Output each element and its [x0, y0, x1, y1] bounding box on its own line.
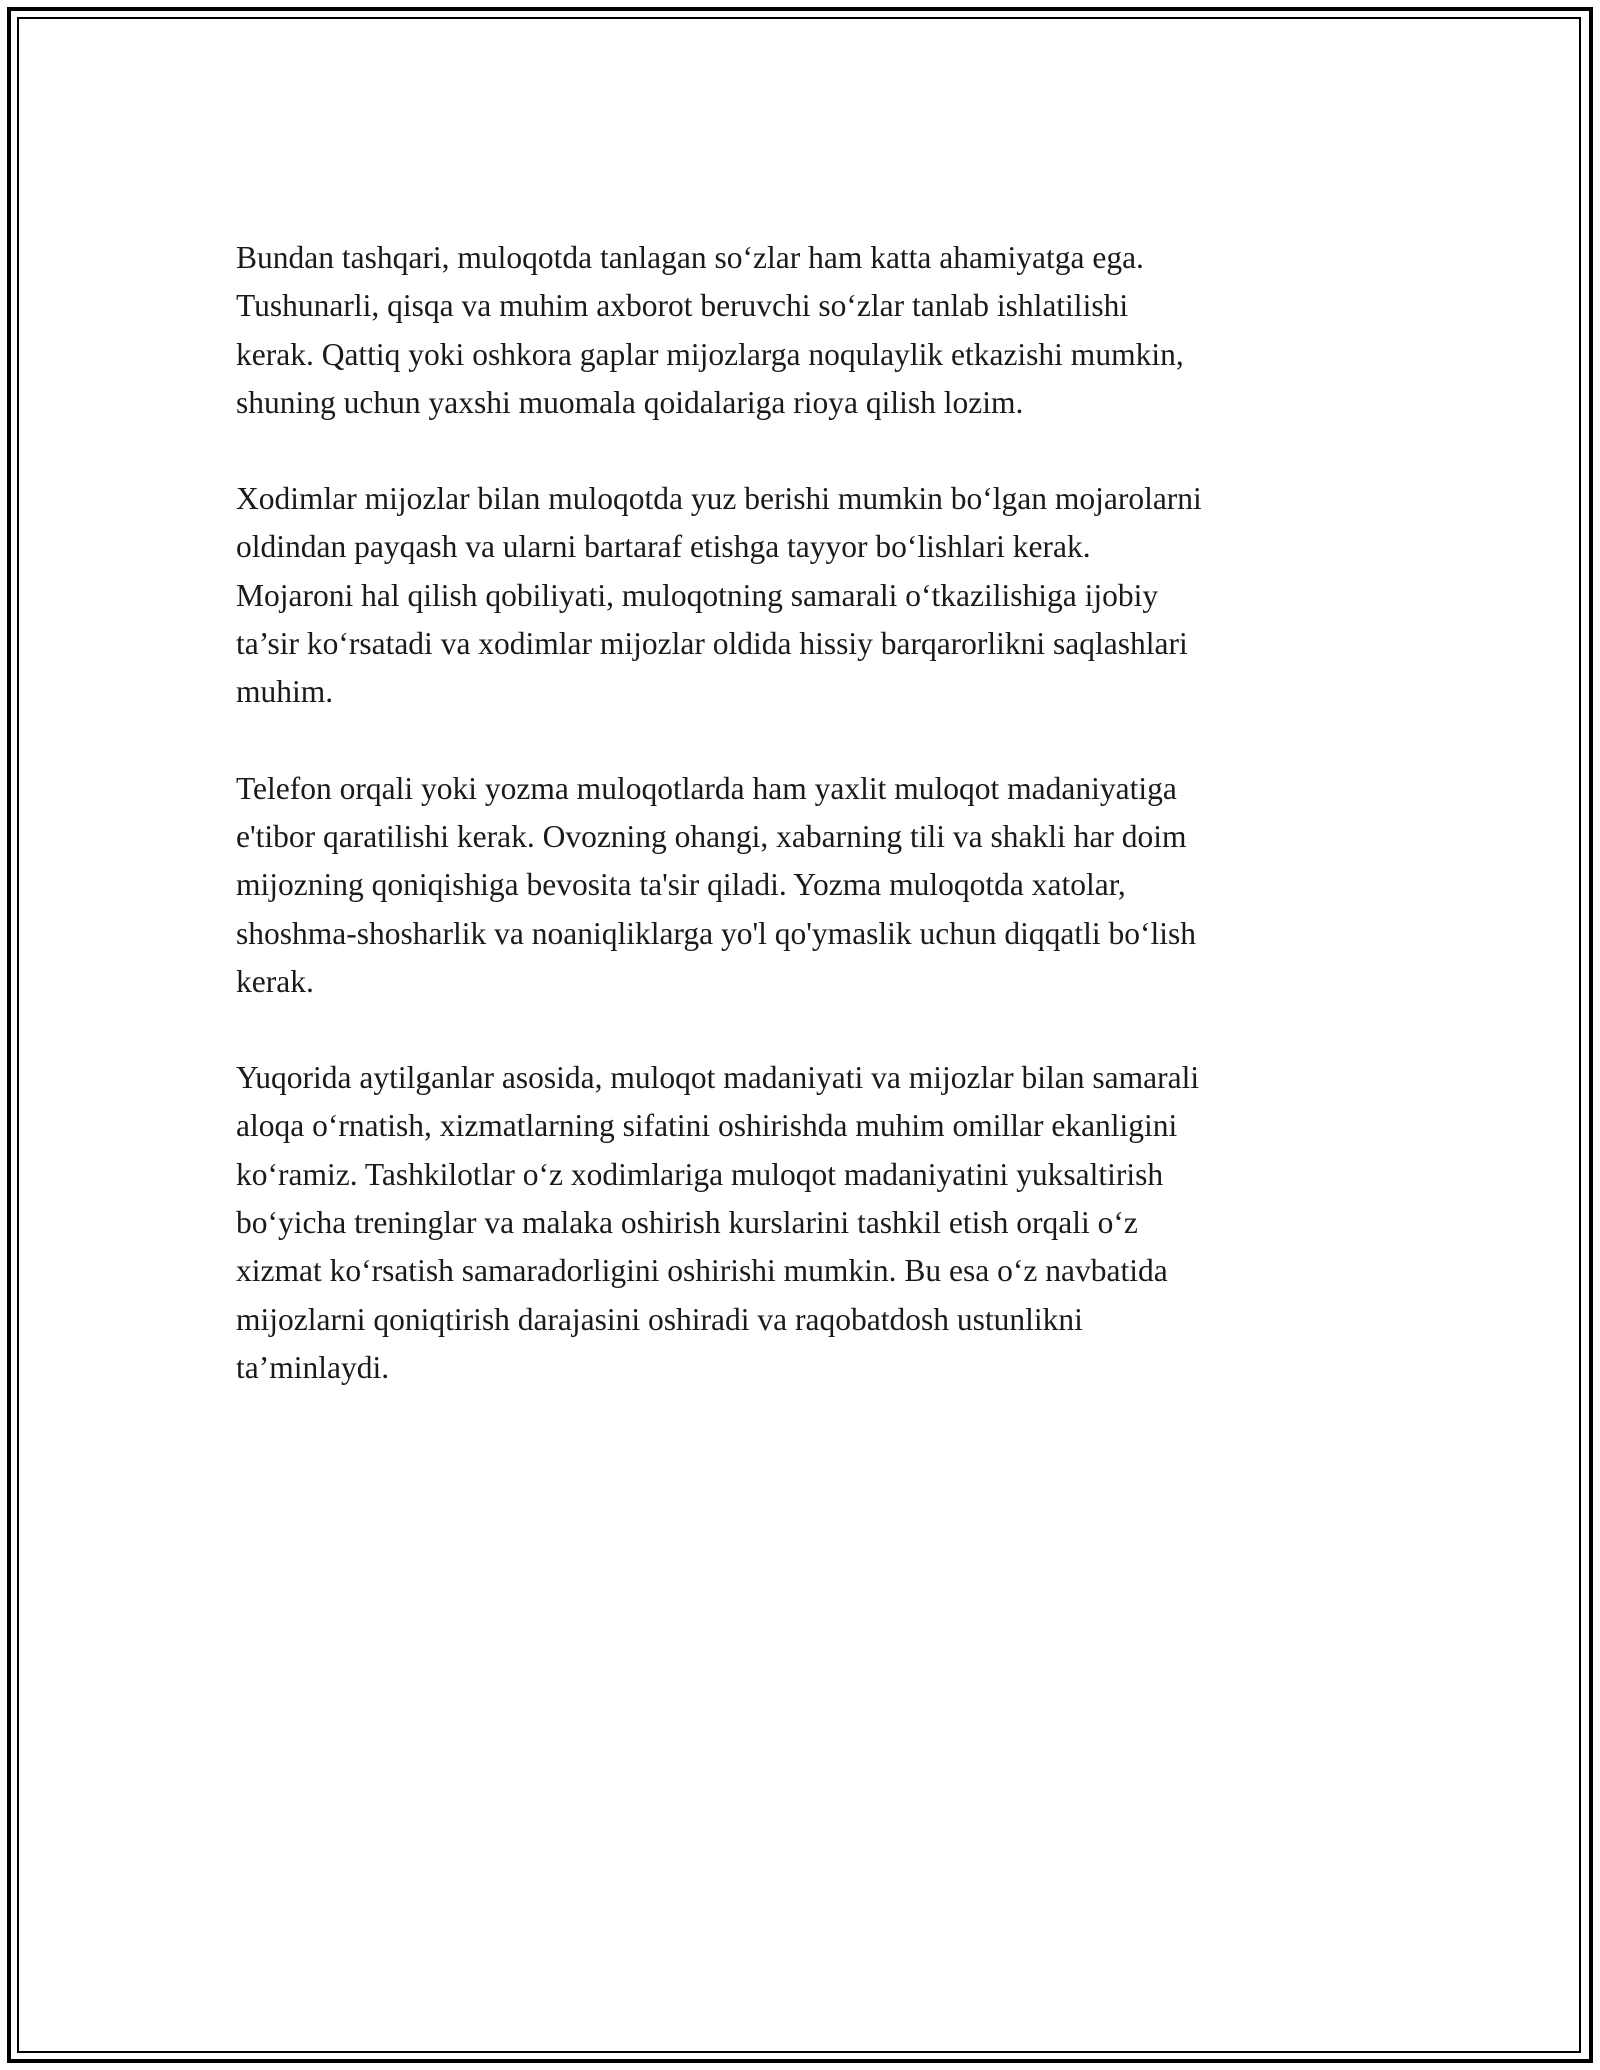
paragraph-4: Yuqorida aytilganlar asosida, muloqot madaniyati va mijozlar bilan samarali aloqa o‘rnatish, xizmatlarning sifatini oshirishda muhim omillar ekanligini ko‘ramiz. Tashkilotlar o‘z xodimlariga muloqot madaniyatini yuksaltirish bo‘yicha treninglar va malaka oshirish kurslarini tashkil etish orqali o‘z xizmat ko‘rsatish samaradorligini oshirishi mumkin. Bu esa o‘z navbatida mijozlarni qoniqtirish darajasini oshiradi va raqobatdosh ustunlikni ta’minlaydi. [236, 1060, 1200, 1385]
paragraph-2: Xodimlar mijozlar bilan muloqotda yuz berishi mumkin bo‘lgan mojarolarni oldindan payqash va ularni bartaraf etishga tayyor bo‘lishlari kerak. Mojaroni hal qilish qobiliyati, muloqotning samarali o‘tkazilishiga ijobiy ta’sir ko‘rsatadi va xodimlar mijozlar oldida hissiy barqarorlikni saqlashlari muhim. [236, 481, 1202, 710]
document-body [236, 234, 1361, 1440]
paragraph-3: Telefon orqali yoki yozma muloqotlarda ham yaxlit muloqot madaniyatiga e'tibor qaratilishi kerak. Ovozning ohangi, xabarning tili va shakli har doim mijozning qoniqishiga bevosita ta'sir qiladi. Yozma muloqotda xatolar, shoshma-shosharlik va noaniqliklarga yo'l qo'ymaslik uchun diqqatli bo‘lish kerak. [236, 770, 1197, 999]
paragraph-1: Bundan tashqari, muloqotda tanlagan so‘zlar ham katta ahamiyatga ega. Tushunarli, qisqa va muhim axborot beruvchi so‘zlar tanlab ishlatilishi kerak. Qattiq yoki oshkora gaplar mijozlarga noqulaylik etkazishi mumkin, shuning uchun yaxshi muomala qoidalariga rioya qilish lozim. [236, 240, 1184, 420]
